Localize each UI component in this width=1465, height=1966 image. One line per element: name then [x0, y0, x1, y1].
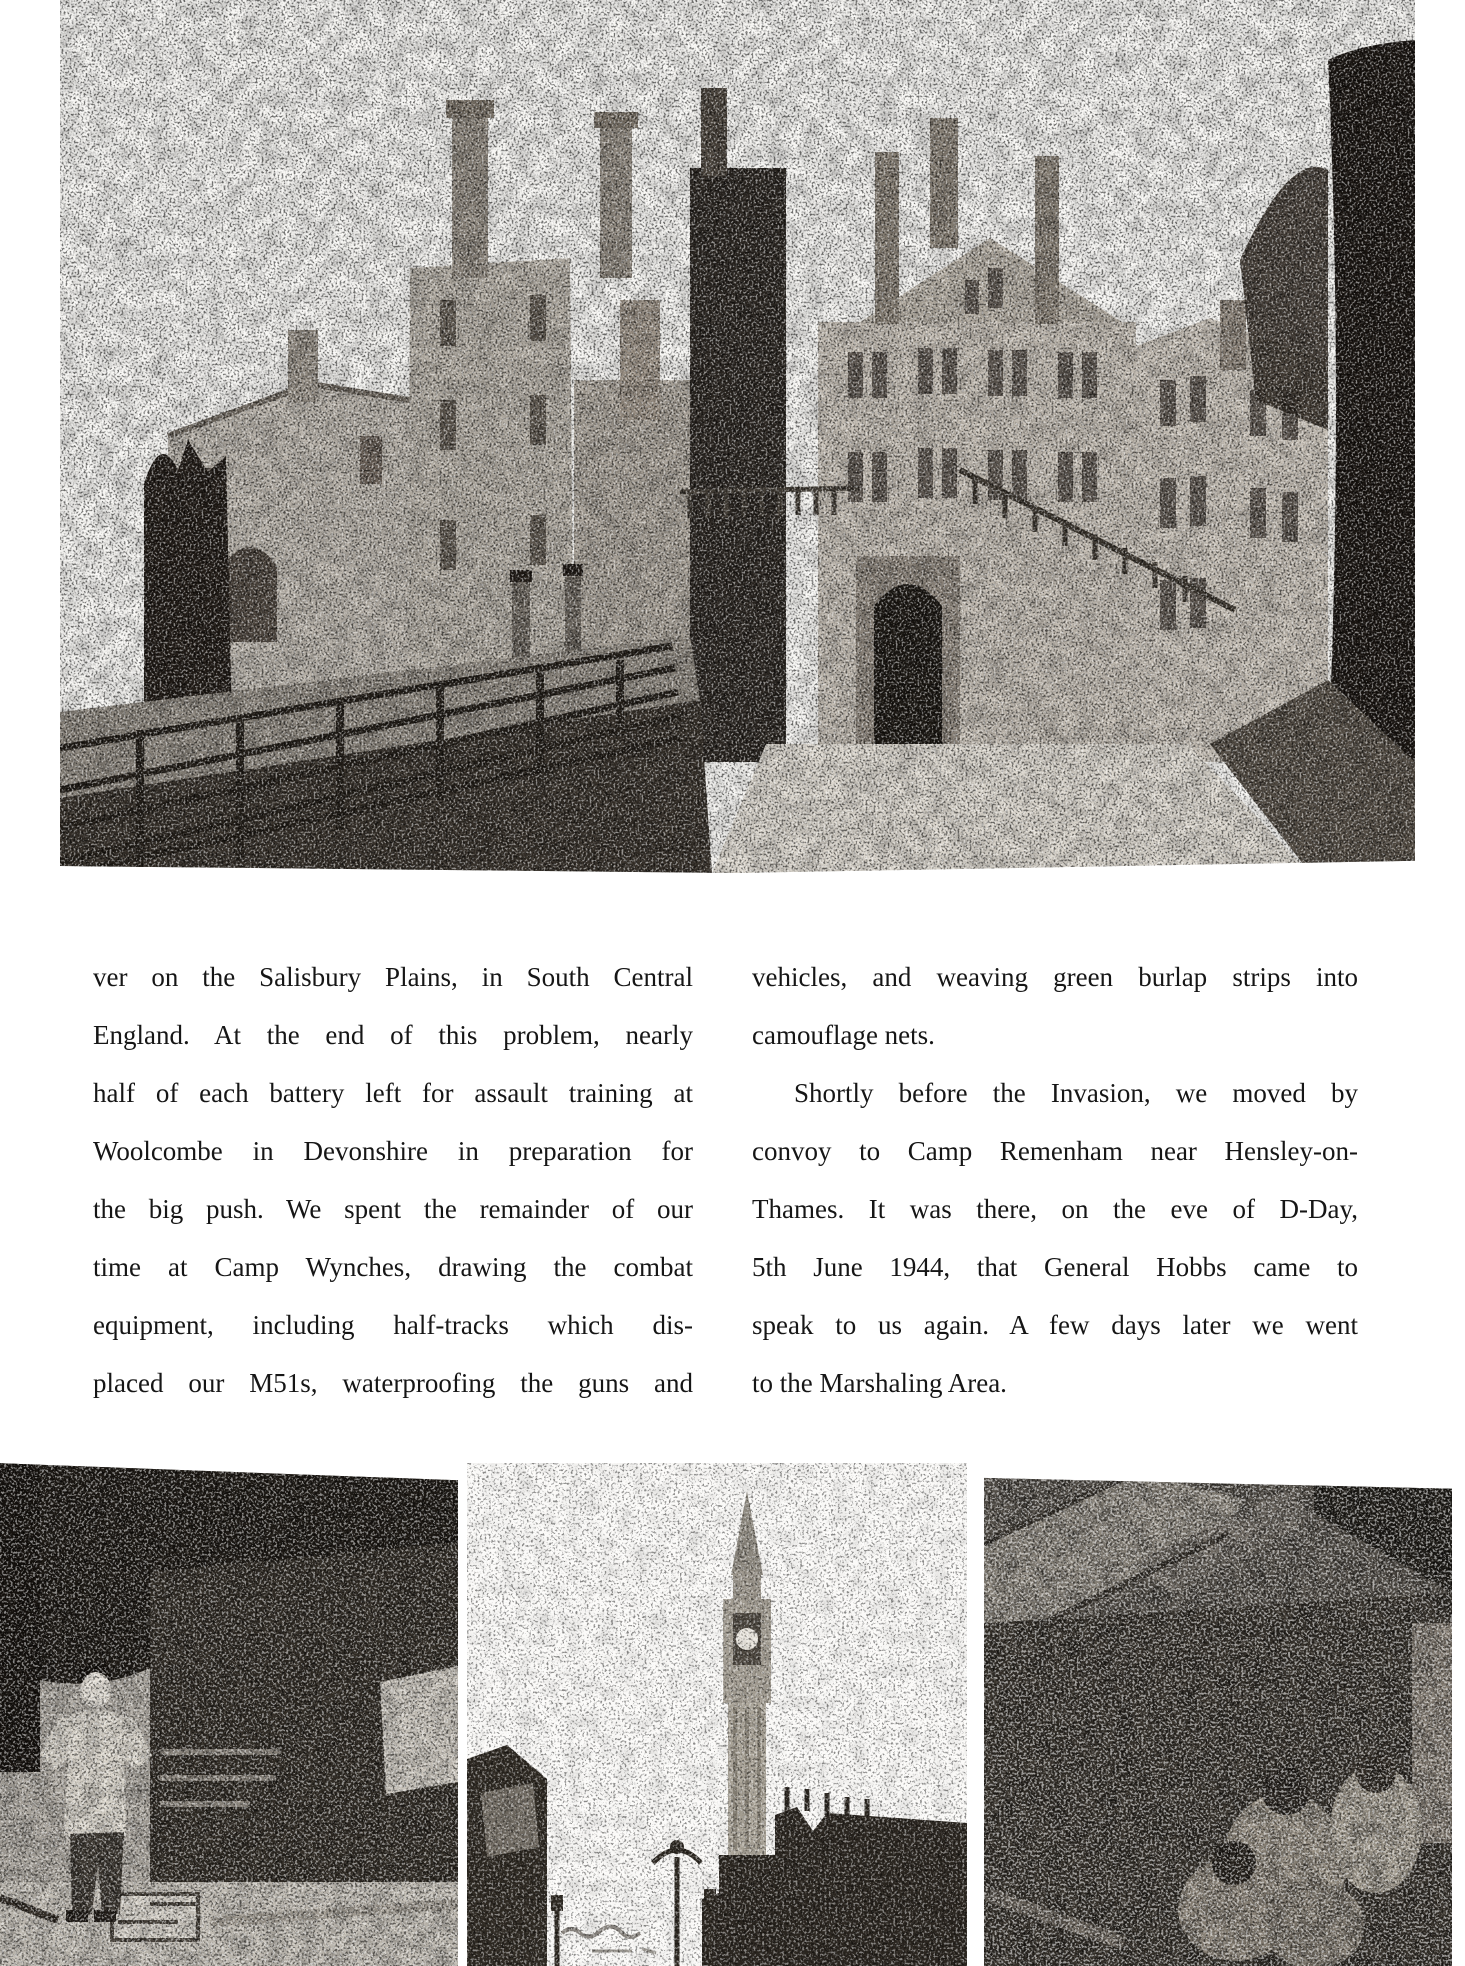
- text-line: 5th June 1944, that General Hobbs came to: [752, 1252, 1358, 1282]
- text-line: camouflage nets.: [752, 1020, 935, 1050]
- text-line: to the Marshaling Area.: [752, 1368, 1007, 1398]
- text-line: speak to us again. A few days later we went: [752, 1310, 1358, 1340]
- right-text-column: [752, 948, 1358, 1412]
- text-line: ver on the Salisbury Plains, in South Central: [93, 962, 693, 992]
- camp-group-photo-image: [984, 1473, 1452, 1966]
- text-line: placed our M51s, waterproofing the guns and: [93, 1368, 693, 1398]
- text-line: convoy to Camp Remenham near Hensley-on-: [752, 1136, 1358, 1166]
- text-line: half of each battery left for assault training at: [93, 1078, 693, 1108]
- soldier-by-shed-photo: [0, 1452, 458, 1966]
- text-line: equipment, including half-tracks which dis-: [93, 1310, 693, 1340]
- soldier-by-shed-photo-image: [0, 1452, 458, 1966]
- big-ben-photo-image: [467, 1463, 967, 1966]
- text-line: vehicles, and weaving green burlap strips into: [752, 962, 1358, 992]
- manor-house-photo: [60, 0, 1415, 873]
- text-line: time at Camp Wynches, drawing the combat: [93, 1252, 693, 1282]
- big-ben-photo: [467, 1463, 967, 1966]
- left-text-column: [93, 948, 693, 1412]
- text-line: Thames. It was there, on the eve of D-Day,: [752, 1194, 1358, 1224]
- camp-group-photo: [984, 1473, 1452, 1966]
- manor-house-photo-image: [60, 0, 1415, 873]
- text-line: Shortly before the Invasion, we moved by: [794, 1078, 1358, 1108]
- text-line: the big push. We spent the remainder of our: [93, 1194, 693, 1224]
- text-line: Woolcombe in Devonshire in preparation for: [93, 1136, 693, 1166]
- text-line: England. At the end of this problem, nearly: [93, 1020, 693, 1050]
